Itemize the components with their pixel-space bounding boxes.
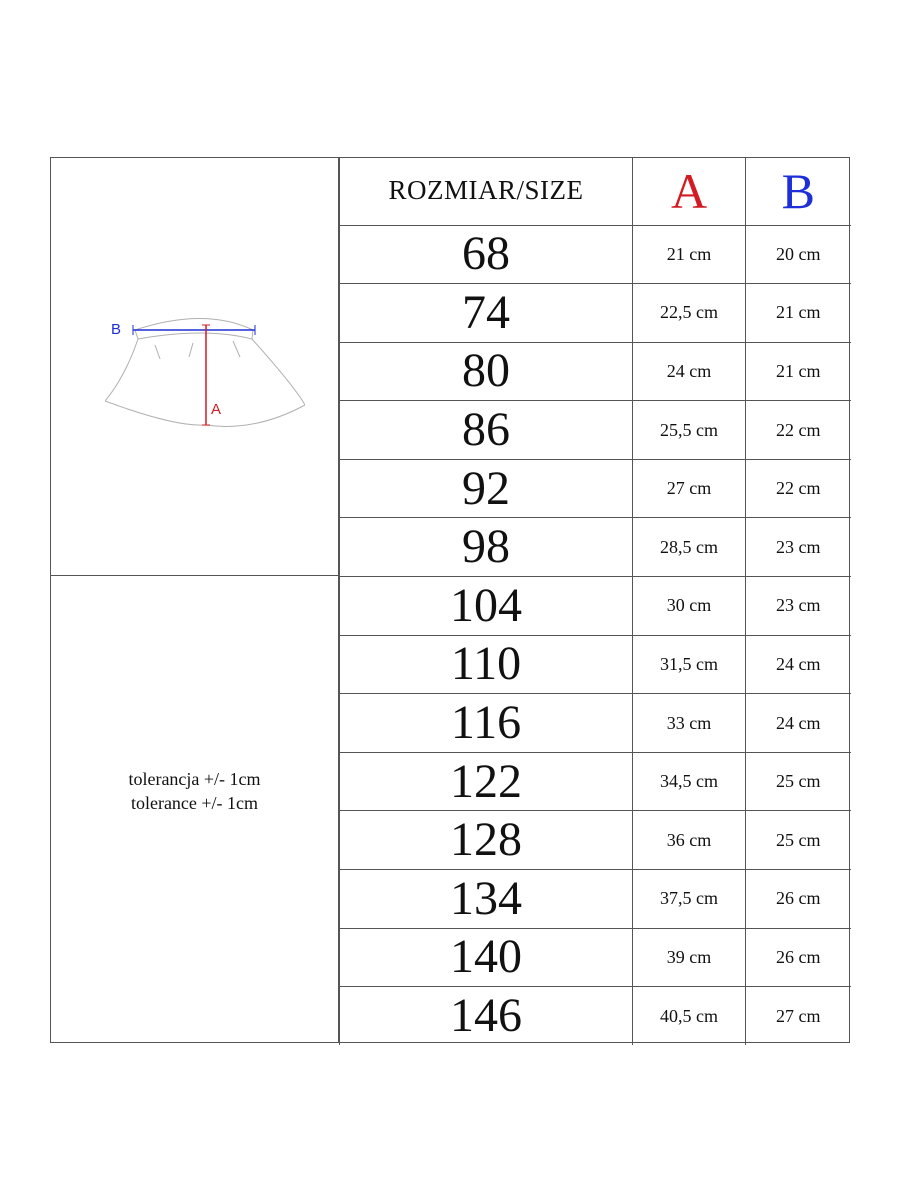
skirt-outline [105, 319, 305, 427]
size-cell: 116 [340, 694, 633, 753]
table-row [340, 284, 851, 343]
b-value-cell: 22 cm [746, 459, 851, 518]
size-cell: 86 [340, 401, 633, 460]
size-cell: 128 [340, 811, 633, 870]
size-cell: 98 [340, 518, 633, 577]
a-value-cell: 37,5 cm [633, 870, 746, 929]
size-cell: 92 [340, 459, 633, 518]
size-cell: 80 [340, 342, 633, 401]
b-value-cell: 22 cm [746, 401, 851, 460]
a-value-cell: 27 cm [633, 459, 746, 518]
a-value-cell: 24 cm [633, 342, 746, 401]
b-value-cell: 26 cm [746, 928, 851, 987]
illustration-column [50, 157, 339, 1043]
b-value-cell: 23 cm [746, 577, 851, 636]
table-row [340, 811, 851, 870]
table-row [340, 342, 851, 401]
b-column-header: B [746, 157, 851, 225]
size-cell: 134 [340, 870, 633, 929]
tolerance-polish: tolerancja +/- 1cm [128, 769, 261, 789]
size-table [339, 157, 851, 1045]
b-value-cell: 21 cm [746, 342, 851, 401]
size-cell: 140 [340, 928, 633, 987]
a-value-cell: 36 cm [633, 811, 746, 870]
table-row [340, 459, 851, 518]
table-row [340, 635, 851, 694]
size-cell: 104 [340, 577, 633, 636]
skirt-diagram [105, 297, 305, 437]
table-row [340, 518, 851, 577]
a-column-header: A [633, 157, 746, 225]
a-value-cell: 22,5 cm [633, 284, 746, 343]
section-divider [50, 575, 339, 576]
table-row [340, 870, 851, 929]
size-table-body [340, 225, 851, 1045]
a-value-cell: 25,5 cm [633, 401, 746, 460]
size-chart [50, 157, 850, 1043]
b-value-cell: 20 cm [746, 225, 851, 284]
table-row [340, 577, 851, 636]
measure-b-label: B [111, 321, 122, 338]
b-value-cell: 26 cm [746, 870, 851, 929]
table-row [340, 401, 851, 460]
size-cell: 74 [340, 284, 633, 343]
a-value-cell: 31,5 cm [633, 635, 746, 694]
measure-a-label: A [211, 401, 222, 418]
a-value-cell: 30 cm [633, 577, 746, 636]
table-row [340, 752, 851, 811]
b-value-cell: 27 cm [746, 987, 851, 1046]
a-value-cell: 33 cm [633, 694, 746, 753]
b-value-cell: 25 cm [746, 752, 851, 811]
pleat-line [189, 343, 193, 357]
table-row [340, 225, 851, 284]
a-value-cell: 28,5 cm [633, 518, 746, 577]
size-column-header: ROZMIAR/SIZE [340, 157, 633, 225]
b-value-cell: 24 cm [746, 694, 851, 753]
table-row [340, 694, 851, 753]
table-row [340, 987, 851, 1046]
a-value-cell: 40,5 cm [633, 987, 746, 1046]
size-cell: 68 [340, 225, 633, 284]
b-value-cell: 23 cm [746, 518, 851, 577]
tolerance-english: tolerance +/- 1cm [130, 793, 259, 813]
waistband-line [138, 333, 252, 339]
table-header-row [340, 157, 851, 225]
size-cell: 110 [340, 635, 633, 694]
table-row [340, 928, 851, 987]
tolerance-note [50, 767, 339, 815]
b-value-cell: 24 cm [746, 635, 851, 694]
b-value-cell: 21 cm [746, 284, 851, 343]
a-value-cell: 34,5 cm [633, 752, 746, 811]
a-value-cell: 21 cm [633, 225, 746, 284]
size-cell: 146 [340, 987, 633, 1046]
b-value-cell: 25 cm [746, 811, 851, 870]
pleat-line [233, 341, 240, 357]
pleat-line [155, 345, 160, 359]
size-cell: 122 [340, 752, 633, 811]
a-value-cell: 39 cm [633, 928, 746, 987]
